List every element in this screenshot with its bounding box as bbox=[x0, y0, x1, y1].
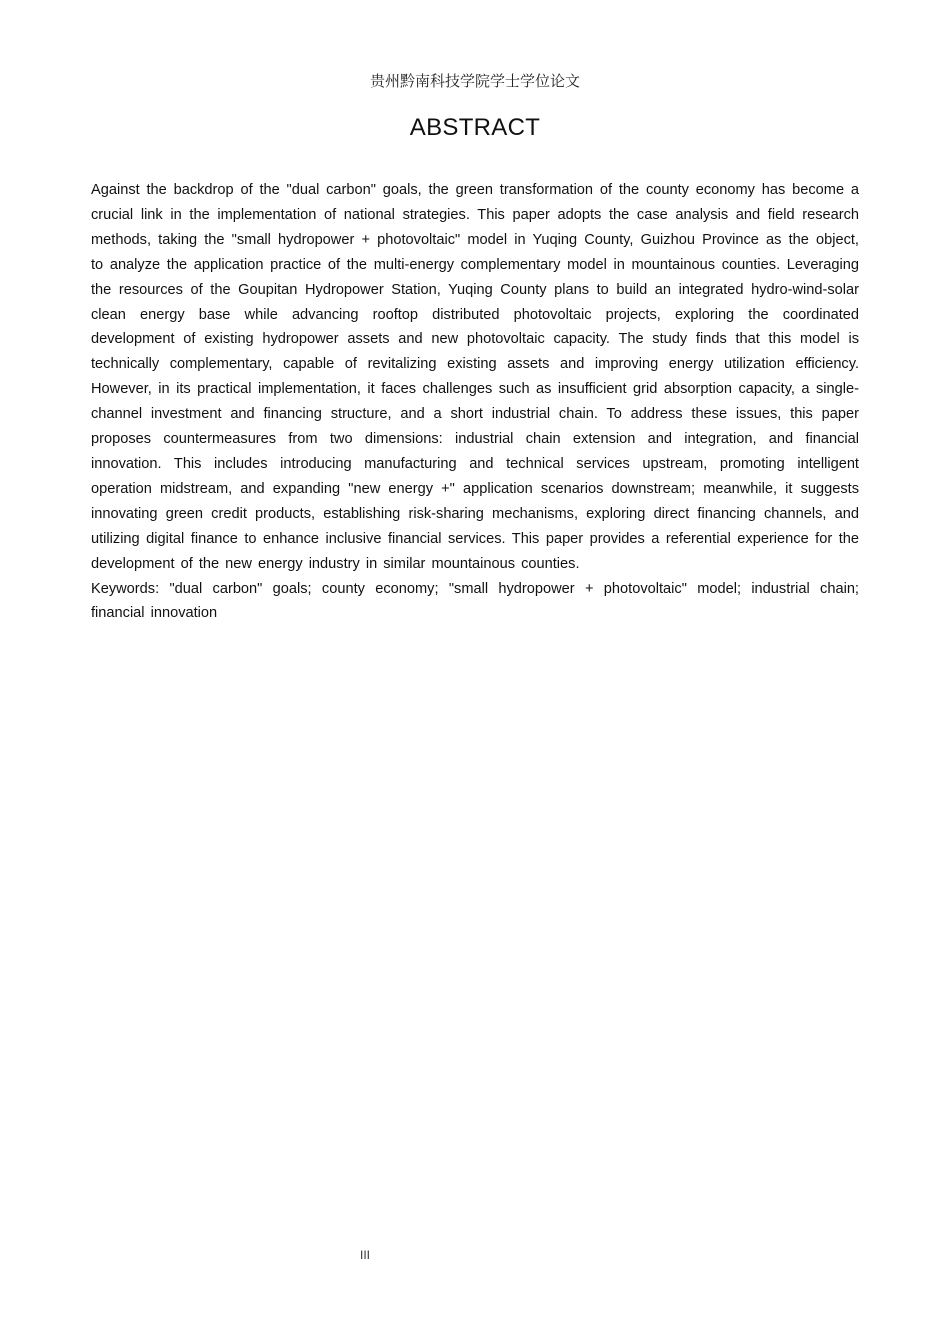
page-number: III bbox=[360, 1248, 371, 1262]
abstract-heading: ABSTRACT bbox=[409, 114, 541, 141]
running-header: 贵州黔南科技学院学士学位论文 bbox=[369, 72, 580, 90]
abstract-body: Against the backdrop of the "dual carbon" goals, the green transformation of the county economy has become a crucial link in the implementation of national strategies. This paper adopts the case analysis and field research methods, taking the "small hydropower + photovoltaic" model in Yuqing County, Guizhou Province as the object, to analyze the application practice of the multi-energy complementary model in mountainous counties. Leveraging the resources of the Goupitan Hydropower Station, Yuqing County plans to build an integrated hydro-wind-solar clean energy base while advancing rooftop distributed photovoltaic projects, exploring the coordinated development of existing hydropower assets and new photovoltaic capacity. The study finds that this model is technically complementary, capable of revitalizing existing assets and improving energy utilization efficiency. However, in its practical implementation, it faces challenges such as insufficient grid absorption capacity, a single-channel investment and financing structure, and a short industrial chain. To address these issues, this paper proposes countermeasures from two dimensions: industrial chain extension and integration, and financial innovation. This includes introducing manufacturing and technical services upstream, promoting intelligent operation midstream, and expanding "new energy +" application scenarios downstream; meanwhile, it suggests innovating green credit products, establishing risk-sharing mechanisms, exploring direct financing channels, and utilizing digital finance to enhance inclusive financial services. This paper provides a referential experience for the development of the new energy industry in similar mountainous counties. bbox=[91, 182, 859, 572]
keywords-line: Keywords: "dual carbon" goals; county economy; "small hydropower + photovoltaic" model; industrial chain; financial innovation bbox=[91, 580, 859, 622]
abstract-section bbox=[91, 178, 859, 626]
